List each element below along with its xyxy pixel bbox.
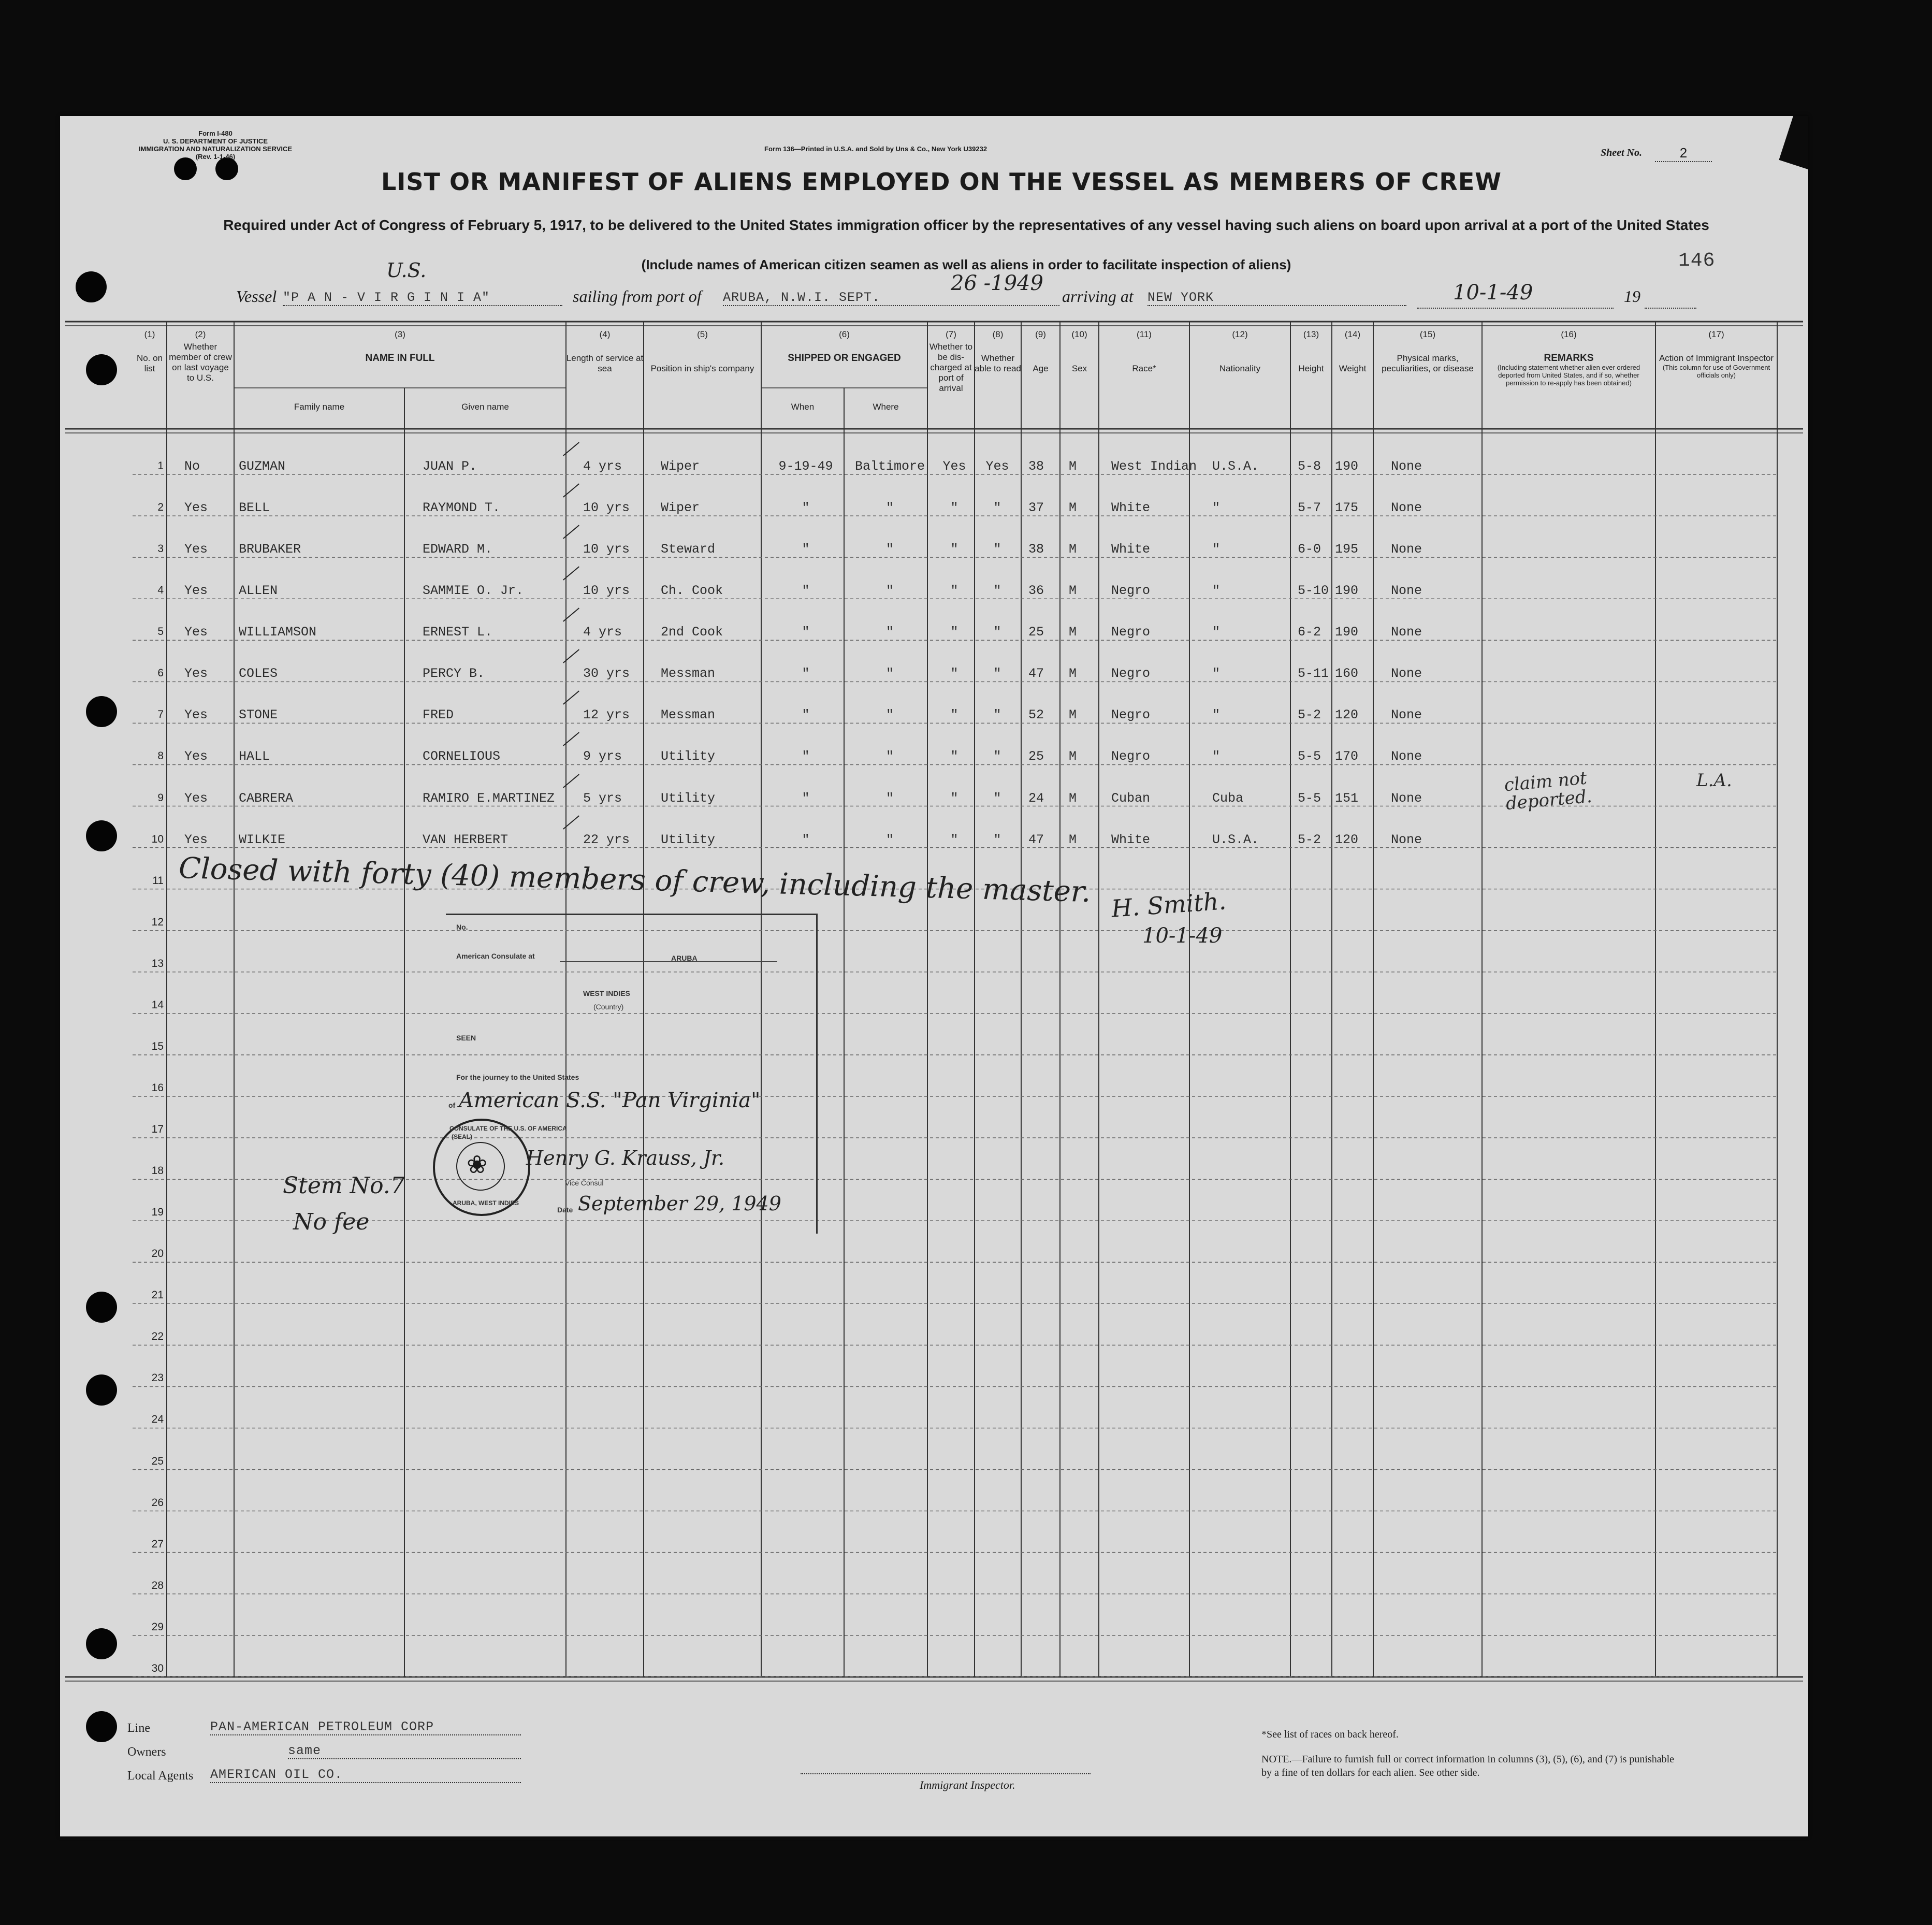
year-label: 19: [1624, 287, 1640, 306]
row-number: 10: [151, 833, 164, 845]
row-number: 6: [157, 667, 164, 679]
footer-inspector-label: Immigrant Inspector.: [920, 1778, 1015, 1791]
col-header-discharged: (7) Whether to be dis-charged at port of arrival: [929, 329, 973, 393]
cell-weight: 190: [1335, 625, 1359, 640]
cell-nationality: ": [1212, 625, 1221, 640]
seal-bottom: ARUBA, WEST INDIES: [453, 1199, 519, 1207]
cell-age: 47: [1028, 666, 1044, 682]
cell-action: L.A.: [1696, 770, 1732, 791]
cell-given: RAMIRO E.MARTINEZ: [423, 790, 555, 806]
us-annotation: U.S.: [386, 259, 427, 282]
note-label: NOTE.: [1261, 1754, 1292, 1765]
cell-discharged: ": [950, 749, 958, 764]
row-number: 17: [151, 1123, 164, 1136]
cell-height: 5-5: [1298, 790, 1321, 806]
cell-given: RAYMOND T.: [423, 500, 501, 516]
col-header-position: (5) Position in ship's company: [650, 329, 754, 373]
cell-read: ": [993, 542, 1001, 557]
cell-crew: Yes: [184, 749, 208, 764]
closed-note: Closed with forty (40) members of crew, including the master.: [178, 851, 1092, 909]
cell-position: Wiper: [661, 500, 700, 516]
cell-height: 6-2: [1298, 625, 1321, 640]
cell-position: Ch. Cook: [661, 583, 723, 599]
row-number: 23: [151, 1372, 164, 1384]
vessel-label: Vessel: [236, 287, 277, 306]
stamp-country-label: (Country): [593, 1003, 624, 1011]
col-header-read: (8) Whether able to read: [975, 329, 1021, 373]
footer-line-label: Line: [127, 1721, 150, 1735]
row-number: 5: [157, 626, 164, 638]
row-number: 15: [151, 1040, 164, 1052]
cell-nationality: U.S.A.: [1212, 459, 1259, 474]
cell-weight: 160: [1335, 666, 1359, 682]
cell-where: ": [885, 500, 894, 516]
cell-service: 10 yrs: [583, 583, 630, 599]
cell-weight: 170: [1335, 749, 1359, 764]
cell-when: ": [802, 542, 810, 557]
cell-age: 24: [1028, 790, 1044, 806]
stamp-no: No.: [456, 923, 468, 931]
cell-weight: 175: [1335, 500, 1359, 516]
cell-weight: 120: [1335, 832, 1359, 847]
cell-when: ": [802, 749, 810, 764]
cell-sex: M: [1069, 832, 1077, 847]
sailing-label: sailing from port of: [573, 287, 702, 306]
stamp-vessel: American S.S. "Pan Virginia": [459, 1089, 761, 1112]
cell-race: Cuban: [1111, 790, 1151, 806]
cell-nationality: ": [1212, 707, 1221, 723]
manifest-sheet: [60, 116, 1808, 1836]
fine-note: [1261, 1753, 1676, 1779]
footer-agents-label: Local Agents: [127, 1769, 194, 1783]
row-number: 9: [157, 791, 164, 804]
cell-discharged: ": [950, 790, 958, 806]
subtitle: Required under Act of Congress of February 5, 1917, to be delivered to the United States immigration officer by the representatives of any vessel having such aliens on board upon arrival at a port of the United States: [223, 217, 1709, 233]
col-header-nationality: (12) Nationality: [1219, 329, 1261, 373]
cell-where: ": [885, 749, 894, 764]
cell-read: ": [993, 832, 1001, 847]
cell-age: 52: [1028, 707, 1044, 723]
cell-sex: M: [1069, 500, 1077, 516]
cell-age: 37: [1028, 500, 1044, 516]
cell-family: CABRERA: [239, 790, 294, 806]
department: U. S. DEPARTMENT OF JUSTICE: [163, 137, 268, 145]
row-number: 11: [152, 874, 164, 887]
cell-position: Messman: [661, 666, 716, 682]
cell-race: Negro: [1111, 583, 1151, 599]
cell-discharged: ": [950, 625, 958, 640]
cell-marks: None: [1391, 790, 1422, 806]
col-header-family-name: Family name: [294, 402, 345, 412]
cell-service: 4 yrs: [583, 625, 622, 640]
cell-read: ": [993, 583, 1001, 599]
cell-read: ": [993, 625, 1001, 640]
col-header-when: When: [791, 402, 815, 412]
cell-race: White: [1111, 542, 1151, 557]
col-header-given-name: Given name: [461, 402, 509, 412]
note-text: —Failure to furnish full or correct information in columns (3), (5), (6), and (7) is punishable by a fine of ten dollars for each alien. See other side.: [1261, 1754, 1675, 1778]
row-number: 20: [151, 1248, 164, 1260]
cell-crew: Yes: [184, 500, 208, 516]
row-number: 24: [151, 1413, 164, 1426]
page-number: 146: [1678, 250, 1716, 272]
side-note-2: No fee: [293, 1209, 370, 1235]
consul-title: Vice Consul: [565, 1179, 604, 1187]
cell-race: White: [1111, 500, 1151, 516]
cell-family: BELL: [239, 500, 270, 516]
row-number: 26: [151, 1496, 164, 1509]
row-number: 3: [157, 543, 164, 555]
row-number: 21: [151, 1289, 164, 1301]
cell-family: STONE: [239, 707, 278, 723]
cell-read: ": [993, 749, 1001, 764]
col-header-action: (17) Action of Immigrant Inspector (This column for use of Government officials only): [1659, 329, 1774, 379]
col-header-shipped: (6) SHIPPED OR ENGAGED: [788, 329, 901, 364]
cell-read: ": [993, 707, 1001, 723]
row-number: 19: [151, 1206, 164, 1219]
side-note-1: Stem No.7: [283, 1173, 405, 1199]
cell-sex: M: [1069, 542, 1077, 557]
eagle-icon: ❀: [467, 1151, 488, 1179]
col-header-no: (1) No. on list: [136, 329, 163, 373]
cell-when: ": [802, 832, 810, 847]
cell-read: ": [993, 666, 1001, 682]
consul-signature: Henry G. Krauss, Jr.: [526, 1147, 725, 1169]
cell-given: PERCY B.: [423, 666, 485, 682]
cell-service: 10 yrs: [583, 500, 630, 516]
page-title: LIST OR MANIFEST OF ALIENS EMPLOYED ON THE VESSEL AS MEMBERS OF CREW: [381, 168, 1502, 196]
col-header-where: Where: [873, 402, 899, 412]
stamp-date-label: Date: [557, 1206, 573, 1214]
cell-marks: None: [1391, 500, 1422, 516]
stamp-consulate: American Consulate at: [456, 952, 535, 960]
col-header-service: (4) Length of service at sea: [566, 329, 644, 373]
cell-marks: None: [1391, 832, 1422, 847]
cell-where: ": [885, 790, 894, 806]
cell-service: 4 yrs: [583, 459, 622, 474]
cell-crew: Yes: [184, 666, 208, 682]
cell-age: 25: [1028, 625, 1044, 640]
col-header-height: (13) Height: [1298, 329, 1324, 373]
cell-where: ": [885, 832, 894, 847]
cell-nationality: U.S.A.: [1212, 832, 1259, 847]
cell-marks: None: [1391, 459, 1422, 474]
printer-note: Form 136—Printed in U.S.A. and Sold by Uns & Co., New York U39232: [764, 145, 987, 153]
port: ARUBA, N.W.I. SEPT.: [723, 290, 1059, 306]
cell-when: ": [802, 625, 810, 640]
row-number: 16: [151, 1081, 164, 1094]
form-number: Form I-480: [198, 129, 233, 137]
row-number: 14: [151, 998, 164, 1011]
cell-position: Wiper: [661, 459, 700, 474]
cell-age: 36: [1028, 583, 1044, 599]
cell-nationality: Cuba: [1212, 790, 1244, 806]
row-number: 28: [151, 1579, 164, 1591]
cell-weight: 195: [1335, 542, 1359, 557]
races-note: *See list of races on back hereof.: [1261, 1729, 1399, 1740]
arriving-label: arriving at: [1062, 287, 1134, 306]
cell-weight: 190: [1335, 583, 1359, 599]
cell-read: Yes: [985, 459, 1009, 474]
row-number: 27: [151, 1538, 164, 1550]
cell-height: 5-8: [1298, 459, 1321, 474]
cell-given: JUAN P.: [423, 459, 477, 474]
cell-family: HALL: [239, 749, 270, 764]
cell-height: 5-2: [1298, 832, 1321, 847]
cell-sex: M: [1069, 749, 1077, 764]
cell-family: ALLEN: [239, 583, 278, 599]
cell-discharged: ": [950, 707, 958, 723]
cell-height: 5-10: [1298, 583, 1329, 599]
cell-service: 30 yrs: [583, 666, 630, 682]
cell-service: 12 yrs: [583, 707, 630, 723]
cell-marks: None: [1391, 749, 1422, 764]
row-number: 30: [151, 1662, 164, 1674]
cell-marks: None: [1391, 542, 1422, 557]
footer-owners-value: same: [288, 1743, 521, 1759]
row-number: 13: [151, 957, 164, 969]
inspector-signature: H. Smith.: [1110, 887, 1227, 923]
arrival-port: NEW YORK: [1147, 290, 1406, 306]
cell-when: ": [802, 583, 810, 599]
seal-fee: (SEAL): [452, 1133, 472, 1140]
cell-age: 47: [1028, 832, 1044, 847]
col-header-remarks: (16) REMARKS (Including statement whether alien ever ordered deported from United States, and if so, whether permission to re-apply has been obtained): [1497, 329, 1640, 387]
cell-where: ": [885, 625, 894, 640]
cell-family: COLES: [239, 666, 278, 682]
cell-position: Steward: [661, 542, 716, 557]
row-number: 12: [151, 916, 164, 928]
cell-position: Messman: [661, 707, 716, 723]
cell-sex: M: [1069, 666, 1077, 682]
cell-age: 38: [1028, 542, 1044, 557]
cell-weight: 120: [1335, 707, 1359, 723]
col-header-name: (3) NAME IN FULL: [365, 329, 435, 364]
cell-given: FRED: [423, 707, 454, 723]
service: IMMIGRATION AND NATURALIZATION SERVICE: [138, 145, 293, 153]
cell-given: EDWARD M.: [423, 542, 493, 557]
cell-marks: None: [1391, 707, 1422, 723]
sail-date: 26 -1949: [951, 271, 1043, 295]
cell-discharged: ": [950, 583, 958, 599]
cell-weight: 151: [1335, 790, 1359, 806]
cell-crew: Yes: [184, 625, 208, 640]
row-number: 2: [157, 501, 164, 514]
col-header-age: (9) Age: [1033, 329, 1049, 373]
cell-sex: M: [1069, 707, 1077, 723]
stamp-seen: SEEN: [456, 1034, 476, 1042]
cell-marks: None: [1391, 666, 1422, 682]
cell-where: ": [885, 666, 894, 682]
inspector-date: 10-1-49: [1142, 924, 1223, 948]
seal-text: CONSULATE OF THE U.S. OF AMERICA: [449, 1125, 567, 1132]
row-number: 4: [157, 584, 164, 597]
cell-height: 6-0: [1298, 542, 1321, 557]
stamp-line: [560, 961, 777, 962]
revision: (Rev. 1-1-46): [195, 153, 236, 161]
cell-position: Utility: [661, 749, 716, 764]
cell-crew: Yes: [184, 542, 208, 557]
cell-discharged: ": [950, 666, 958, 682]
stamp-journey: For the journey to the United States: [456, 1073, 579, 1081]
cell-given: VAN HERBERT: [423, 832, 509, 847]
cell-race: White: [1111, 832, 1151, 847]
cell-family: BRUBAKER: [239, 542, 301, 557]
cell-service: 10 yrs: [583, 542, 630, 557]
cell-age: 25: [1028, 749, 1044, 764]
cell-sex: M: [1069, 583, 1077, 599]
footer-owners-label: Owners: [127, 1745, 166, 1759]
cell-where: ": [885, 583, 894, 599]
cell-nationality: ": [1212, 749, 1221, 764]
cell-family: WILKIE: [239, 832, 286, 847]
col-header-weight: (14) Weight: [1339, 329, 1367, 373]
sheet-label: Sheet No.: [1601, 147, 1642, 158]
cell-where: ": [885, 707, 894, 723]
cell-when: ": [802, 666, 810, 682]
col-header-marks: (15) Physical marks, peculiarities, or disease: [1382, 329, 1474, 373]
cell-when: ": [802, 500, 810, 516]
cell-nationality: ": [1212, 583, 1221, 599]
cell-position: Utility: [661, 832, 716, 847]
cell-position: Utility: [661, 790, 716, 806]
cell-discharged: Yes: [942, 459, 966, 474]
arrival-date: 10-1-49: [1453, 281, 1533, 305]
cell-discharged: ": [950, 542, 958, 557]
cell-sex: M: [1069, 459, 1077, 474]
stamp-country: WEST INDIES: [583, 989, 631, 997]
cell-nationality: ": [1212, 542, 1221, 557]
row-number: 18: [151, 1165, 164, 1177]
footer-agents-value: AMERICAN OIL CO.: [210, 1767, 521, 1783]
cell-weight: 190: [1335, 459, 1359, 474]
cell-crew: Yes: [184, 832, 208, 847]
cell-family: WILLIAMSON: [239, 625, 317, 640]
cell-height: 5-5: [1298, 749, 1321, 764]
footer-line-value: PAN-AMERICAN PETROLEUM CORP: [210, 1719, 521, 1735]
vessel-name: "P A N - V I R G I N I A": [283, 290, 562, 306]
cell-given: CORNELIOUS: [423, 749, 501, 764]
cell-family: GUZMAN: [239, 459, 286, 474]
cell-given: SAMMIE O. Jr.: [423, 583, 524, 599]
col-header-sex: (10) Sex: [1071, 329, 1087, 373]
col-header-race: (11) Race*: [1132, 329, 1156, 373]
subtitle-note: (Include names of American citizen seamen as well as aliens in order to facilitate inspection of aliens): [641, 257, 1291, 272]
cell-height: 5-2: [1298, 707, 1321, 723]
cell-read: ": [993, 500, 1001, 516]
cell-race: Negro: [1111, 749, 1151, 764]
cell-position: 2nd Cook: [661, 625, 723, 640]
cell-crew: Yes: [184, 707, 208, 723]
cell-when: ": [802, 707, 810, 723]
cell-crew: Yes: [184, 583, 208, 599]
cell-where: Baltimore: [854, 459, 925, 474]
cell-discharged: ": [950, 500, 958, 516]
col-header-crew: (2) Whether member of crew on last voyage to U.S.: [169, 329, 232, 383]
row-number: 8: [157, 750, 164, 762]
cell-nationality: ": [1212, 666, 1221, 682]
row-number: 1: [157, 460, 164, 472]
row-number: 7: [157, 708, 164, 721]
cell-height: 5-7: [1298, 500, 1321, 516]
cell-service: 5 yrs: [583, 790, 622, 806]
stamp-place: ARUBA: [671, 954, 698, 962]
cell-given: ERNEST L.: [423, 625, 493, 640]
cell-age: 38: [1028, 459, 1044, 474]
cell-where: ": [885, 542, 894, 557]
cell-nationality: ": [1212, 500, 1221, 516]
cell-when: 9-19-49: [778, 459, 833, 474]
cell-remarks: claim not deported.: [1503, 768, 1593, 814]
cell-race: Negro: [1111, 625, 1151, 640]
row-number: 22: [151, 1330, 164, 1343]
cell-when: ": [802, 790, 810, 806]
cell-crew: Yes: [184, 790, 208, 806]
cell-sex: M: [1069, 790, 1077, 806]
cell-service: 9 yrs: [583, 749, 622, 764]
stamp-of: of: [448, 1101, 456, 1109]
sheet-number: 2: [1655, 145, 1712, 162]
inspector-line: [801, 1773, 1091, 1774]
cell-read: ": [993, 790, 1001, 806]
cell-height: 5-11: [1298, 666, 1329, 682]
cell-discharged: ": [950, 832, 958, 847]
cell-race: Negro: [1111, 707, 1151, 723]
cell-crew: No: [184, 459, 200, 474]
cell-sex: M: [1069, 625, 1077, 640]
cell-marks: None: [1391, 625, 1422, 640]
cell-service: 22 yrs: [583, 832, 630, 847]
row-number: 29: [151, 1620, 164, 1633]
cell-race: Negro: [1111, 666, 1151, 682]
stamp-date: September 29, 1949: [578, 1192, 781, 1215]
cell-race: West Indian: [1111, 459, 1197, 474]
row-number: 25: [151, 1455, 164, 1467]
cell-marks: None: [1391, 583, 1422, 599]
